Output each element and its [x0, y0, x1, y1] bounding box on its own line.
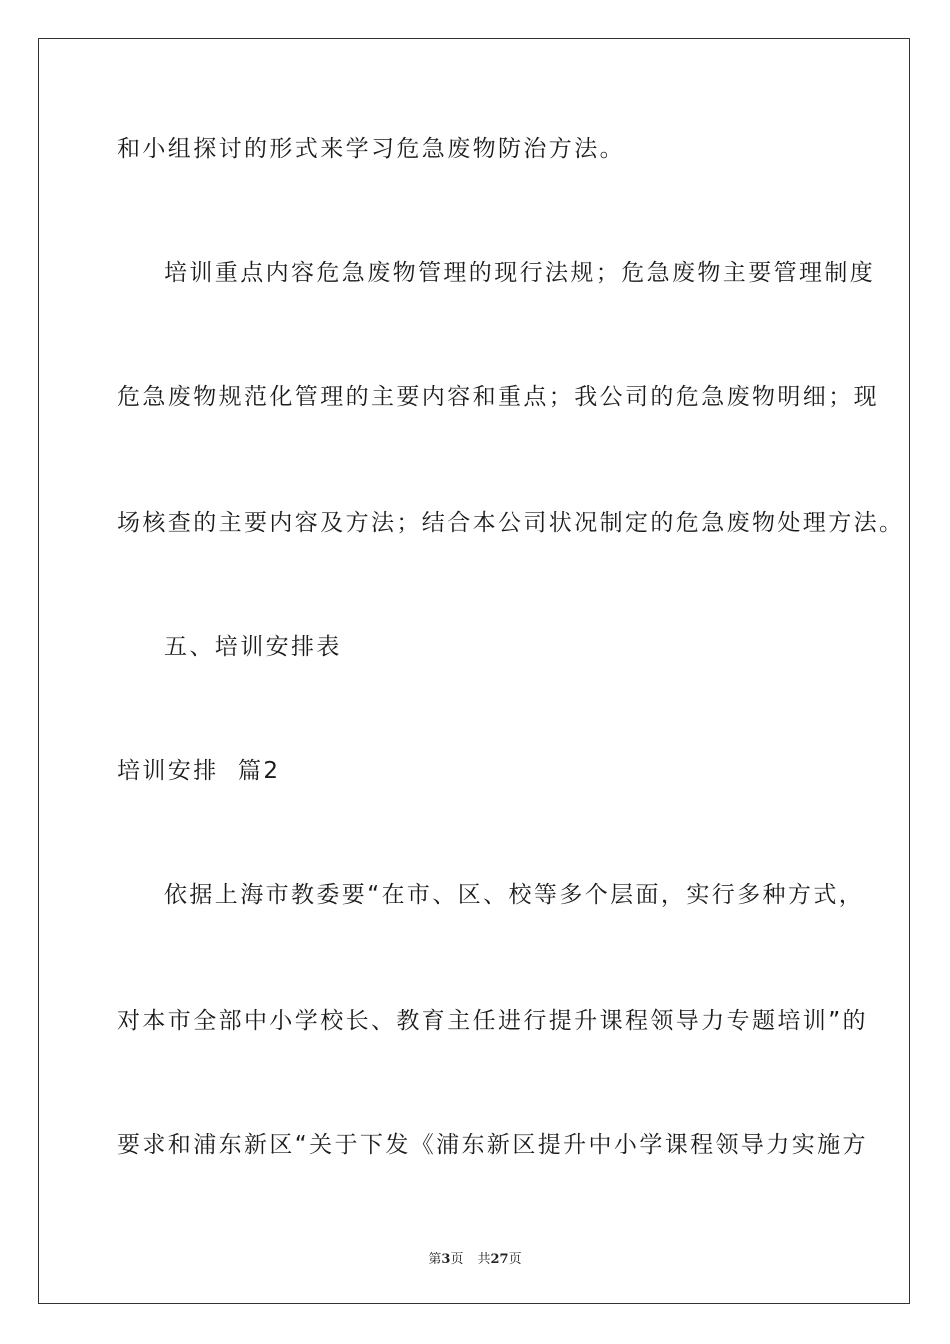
total-pages-number: 27	[490, 1252, 509, 1267]
total-prefix: 共	[477, 1252, 491, 1267]
page-prefix: 第	[428, 1252, 442, 1267]
body-text-line: 危急废物规范化管理的主要内容和重点；我公司的危急废物明细；现	[117, 384, 879, 410]
body-text-line: 和小组探讨的形式来学习危急废物防治方法。	[117, 136, 625, 162]
section-heading: 五、培训安排表	[164, 634, 342, 660]
body-text-line: 依据上海市教委要“在市、区、校等多个层面，实行多种方式，	[164, 882, 865, 908]
total-suffix: 页	[508, 1252, 522, 1267]
article-heading: 培训安排 篇2	[117, 758, 281, 784]
page-footer	[0, 1248, 950, 1267]
body-text-line: 培训重点内容危急废物管理的现行法规；危急废物主要管理制度	[164, 260, 876, 286]
page-suffix: 页	[450, 1252, 464, 1267]
body-text-line: 要求和浦东新区“关于下发《浦东新区提升中小学课程领导力实施方	[117, 1132, 868, 1158]
body-text-line: 对本市全部中小学校长、教育主任进行提升课程领导力专题培训”的	[117, 1008, 868, 1034]
current-page-number: 3	[441, 1252, 451, 1267]
page-frame	[38, 38, 910, 1304]
body-text-line: 场核查的主要内容及方法；结合本公司状况制定的危急废物处理方法。	[117, 510, 905, 536]
